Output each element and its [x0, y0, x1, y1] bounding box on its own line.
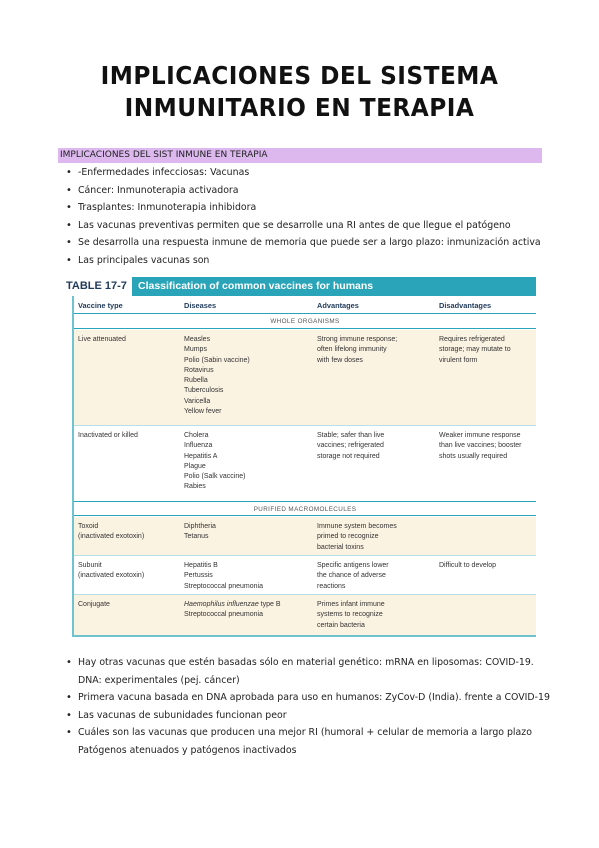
table-title-bar: [62, 277, 536, 296]
page-title: [21, 60, 578, 124]
bottom-bullet-list: [66, 654, 550, 760]
cell-text: Stable; safer than live: [317, 432, 385, 439]
list-item: • Las vacunas preventivas permiten que se desarrolle una RI antes de que llegue el patógeno: [66, 217, 541, 235]
cell-text: virulent form: [439, 356, 478, 364]
vaccine-type-cell: [78, 335, 126, 345]
table-caption: Classification of common vaccines for humans: [138, 280, 374, 292]
cell-text: than live vaccines; booster: [439, 442, 522, 450]
list-item: • Las principales vacunas son: [66, 252, 541, 270]
cell-text: storage; may mutate to: [439, 346, 511, 354]
cell-text: with few doses: [317, 356, 363, 364]
cell-text: Requires refrigerated: [439, 336, 505, 343]
cell-text: Rubella: [184, 377, 208, 385]
list-item: • Cuáles son las vacunas que producen una mejor RI (humoral + celular de memoria a largo plazo Patógenos atenuados y patógenos inactivados: [66, 724, 542, 759]
disadvantages-cell: [439, 335, 511, 366]
cell-text: Rotavirus: [184, 366, 214, 374]
cell-text: Polio (Salk vaccine): [184, 473, 246, 481]
cell-text: Streptococcal pneumonia: [184, 582, 263, 590]
cell-text: Pertussis: [184, 572, 213, 580]
section-header-highlight: IMPLICACIONES DEL SIST INMUNE EN TERAPIA: [58, 148, 542, 163]
cell-text: Strong immune response;: [317, 336, 398, 343]
list-item: • Se desarrolla una respuesta inmune de memoria que puede ser a largo plazo: inmunización activa: [66, 234, 541, 252]
disadvantages-cell: [439, 431, 522, 462]
advantages-cell: [317, 431, 384, 462]
table-row: [74, 330, 536, 425]
cell-text: Hepatitis A: [184, 452, 218, 460]
cell-text: certain bacteria: [317, 621, 365, 629]
table-row: [74, 556, 536, 594]
cell-text: Mumps: [184, 346, 207, 354]
cell-text: shots usually required: [439, 452, 508, 460]
cell-text: Rabies: [184, 483, 206, 491]
advantages-cell: [317, 600, 385, 631]
list-item: • Hay otras vacunas que estén basadas sólo en material genético: mRNA en liposomas: COVID-19. DNA: experimentales (pej. cáncer): [66, 654, 542, 689]
title-line-1: IMPLICACIONES DEL SISTEMA: [100, 61, 499, 90]
cell-text: Cholera: [184, 432, 209, 439]
cell-text: the chance of adverse: [317, 572, 386, 580]
cell-text-suffix: type B: [258, 601, 281, 608]
column-header: Diseases: [184, 301, 217, 310]
cell-text: vaccines; refrigerated: [317, 442, 384, 450]
column-header: Advantages: [317, 301, 359, 310]
cell-text: Live attenuated: [78, 336, 126, 343]
cell-text: Weaker immune response: [439, 432, 521, 439]
diseases-cell: [184, 561, 263, 592]
cell-text: (inactivated exotoxin): [78, 572, 145, 580]
list-item: • Primera vacuna basada en DNA aprobada para uso en humanos: ZyCov-D (India). frente a COVID-19: [66, 689, 550, 707]
cell-text: [184, 600, 281, 610]
title-line-2: INMUNITARIO EN TERAPIA: [124, 93, 475, 122]
advantages-cell: [317, 522, 397, 553]
vaccine-type-cell: [78, 600, 110, 610]
list-item: • Las vacunas de subunidades funcionan peor: [66, 707, 550, 725]
cell-text: Inactivated or killed: [78, 432, 138, 439]
vaccine-type-cell: [78, 522, 144, 543]
table-row: [74, 426, 536, 501]
cell-text: Diphtheria: [184, 523, 216, 530]
column-header: Disadvantages: [439, 301, 492, 310]
advantages-cell: [317, 335, 397, 366]
cell-text: Difficult to develop: [439, 562, 497, 569]
cell-text: systems to recognize: [317, 611, 383, 619]
cell-text: reactions: [317, 582, 346, 590]
table-column-headers: [74, 296, 536, 314]
vaccine-type-cell: [78, 561, 144, 582]
column-header: Vaccine type: [78, 301, 123, 310]
cell-text: Measles: [184, 336, 211, 343]
list-item: • Cáncer: Inmunoterapia activadora: [66, 182, 541, 200]
diseases-cell: [184, 600, 281, 621]
italic-species-name: Haemophilus influenzae: [184, 601, 259, 608]
cell-text: Yellow fever: [184, 408, 222, 416]
cell-text: Tetanus: [184, 533, 209, 541]
table-number: TABLE 17-7: [66, 280, 127, 292]
list-item: • Trasplantes: Inmunoterapia inhibidora: [66, 199, 541, 217]
cell-text: Plague: [184, 462, 206, 470]
cell-text: bacterial toxins: [317, 543, 364, 551]
cell-text: Influenza: [184, 442, 213, 450]
vaccine-table-figure: [62, 277, 536, 637]
section-band-purified-macromolecules: PURIFIED MACROMOLECULES: [74, 501, 536, 516]
cell-text: Tuberculosis: [184, 387, 224, 395]
section-band-whole-organisms: WHOLE ORGANISMS: [74, 314, 536, 329]
vaccine-type-cell: [78, 431, 138, 441]
cell-text: Streptococcal pneumonia: [184, 611, 263, 619]
cell-text: Toxoid: [78, 523, 99, 530]
cell-text: Varicella: [184, 397, 211, 405]
table-body: [72, 296, 536, 637]
cell-text: Subunit: [78, 562, 102, 569]
cell-text: Specific antigens lower: [317, 562, 389, 569]
cell-text: storage not required: [317, 452, 380, 460]
diseases-cell: [184, 522, 216, 543]
cell-text: Primes infant immune: [317, 601, 385, 608]
advantages-cell: [317, 561, 389, 592]
disadvantages-cell: [439, 561, 496, 571]
diseases-cell: [184, 335, 250, 417]
cell-text: Hepatitis B: [184, 562, 218, 569]
diseases-cell: [184, 431, 245, 493]
cell-text: Immune system becomes: [317, 523, 397, 530]
top-bullet-list: [66, 164, 541, 270]
table-row: [74, 595, 536, 635]
cell-text: Conjugate: [78, 601, 110, 608]
cell-text: Polio (Sabin vaccine): [184, 356, 250, 364]
list-item: • -Enfermedades infecciosas: Vacunas: [66, 164, 541, 182]
cell-text: primed to recognize: [317, 533, 379, 541]
cell-text: often lifelong immunity: [317, 346, 387, 354]
cell-text: (inactivated exotoxin): [78, 533, 145, 541]
table-row: [74, 517, 536, 555]
